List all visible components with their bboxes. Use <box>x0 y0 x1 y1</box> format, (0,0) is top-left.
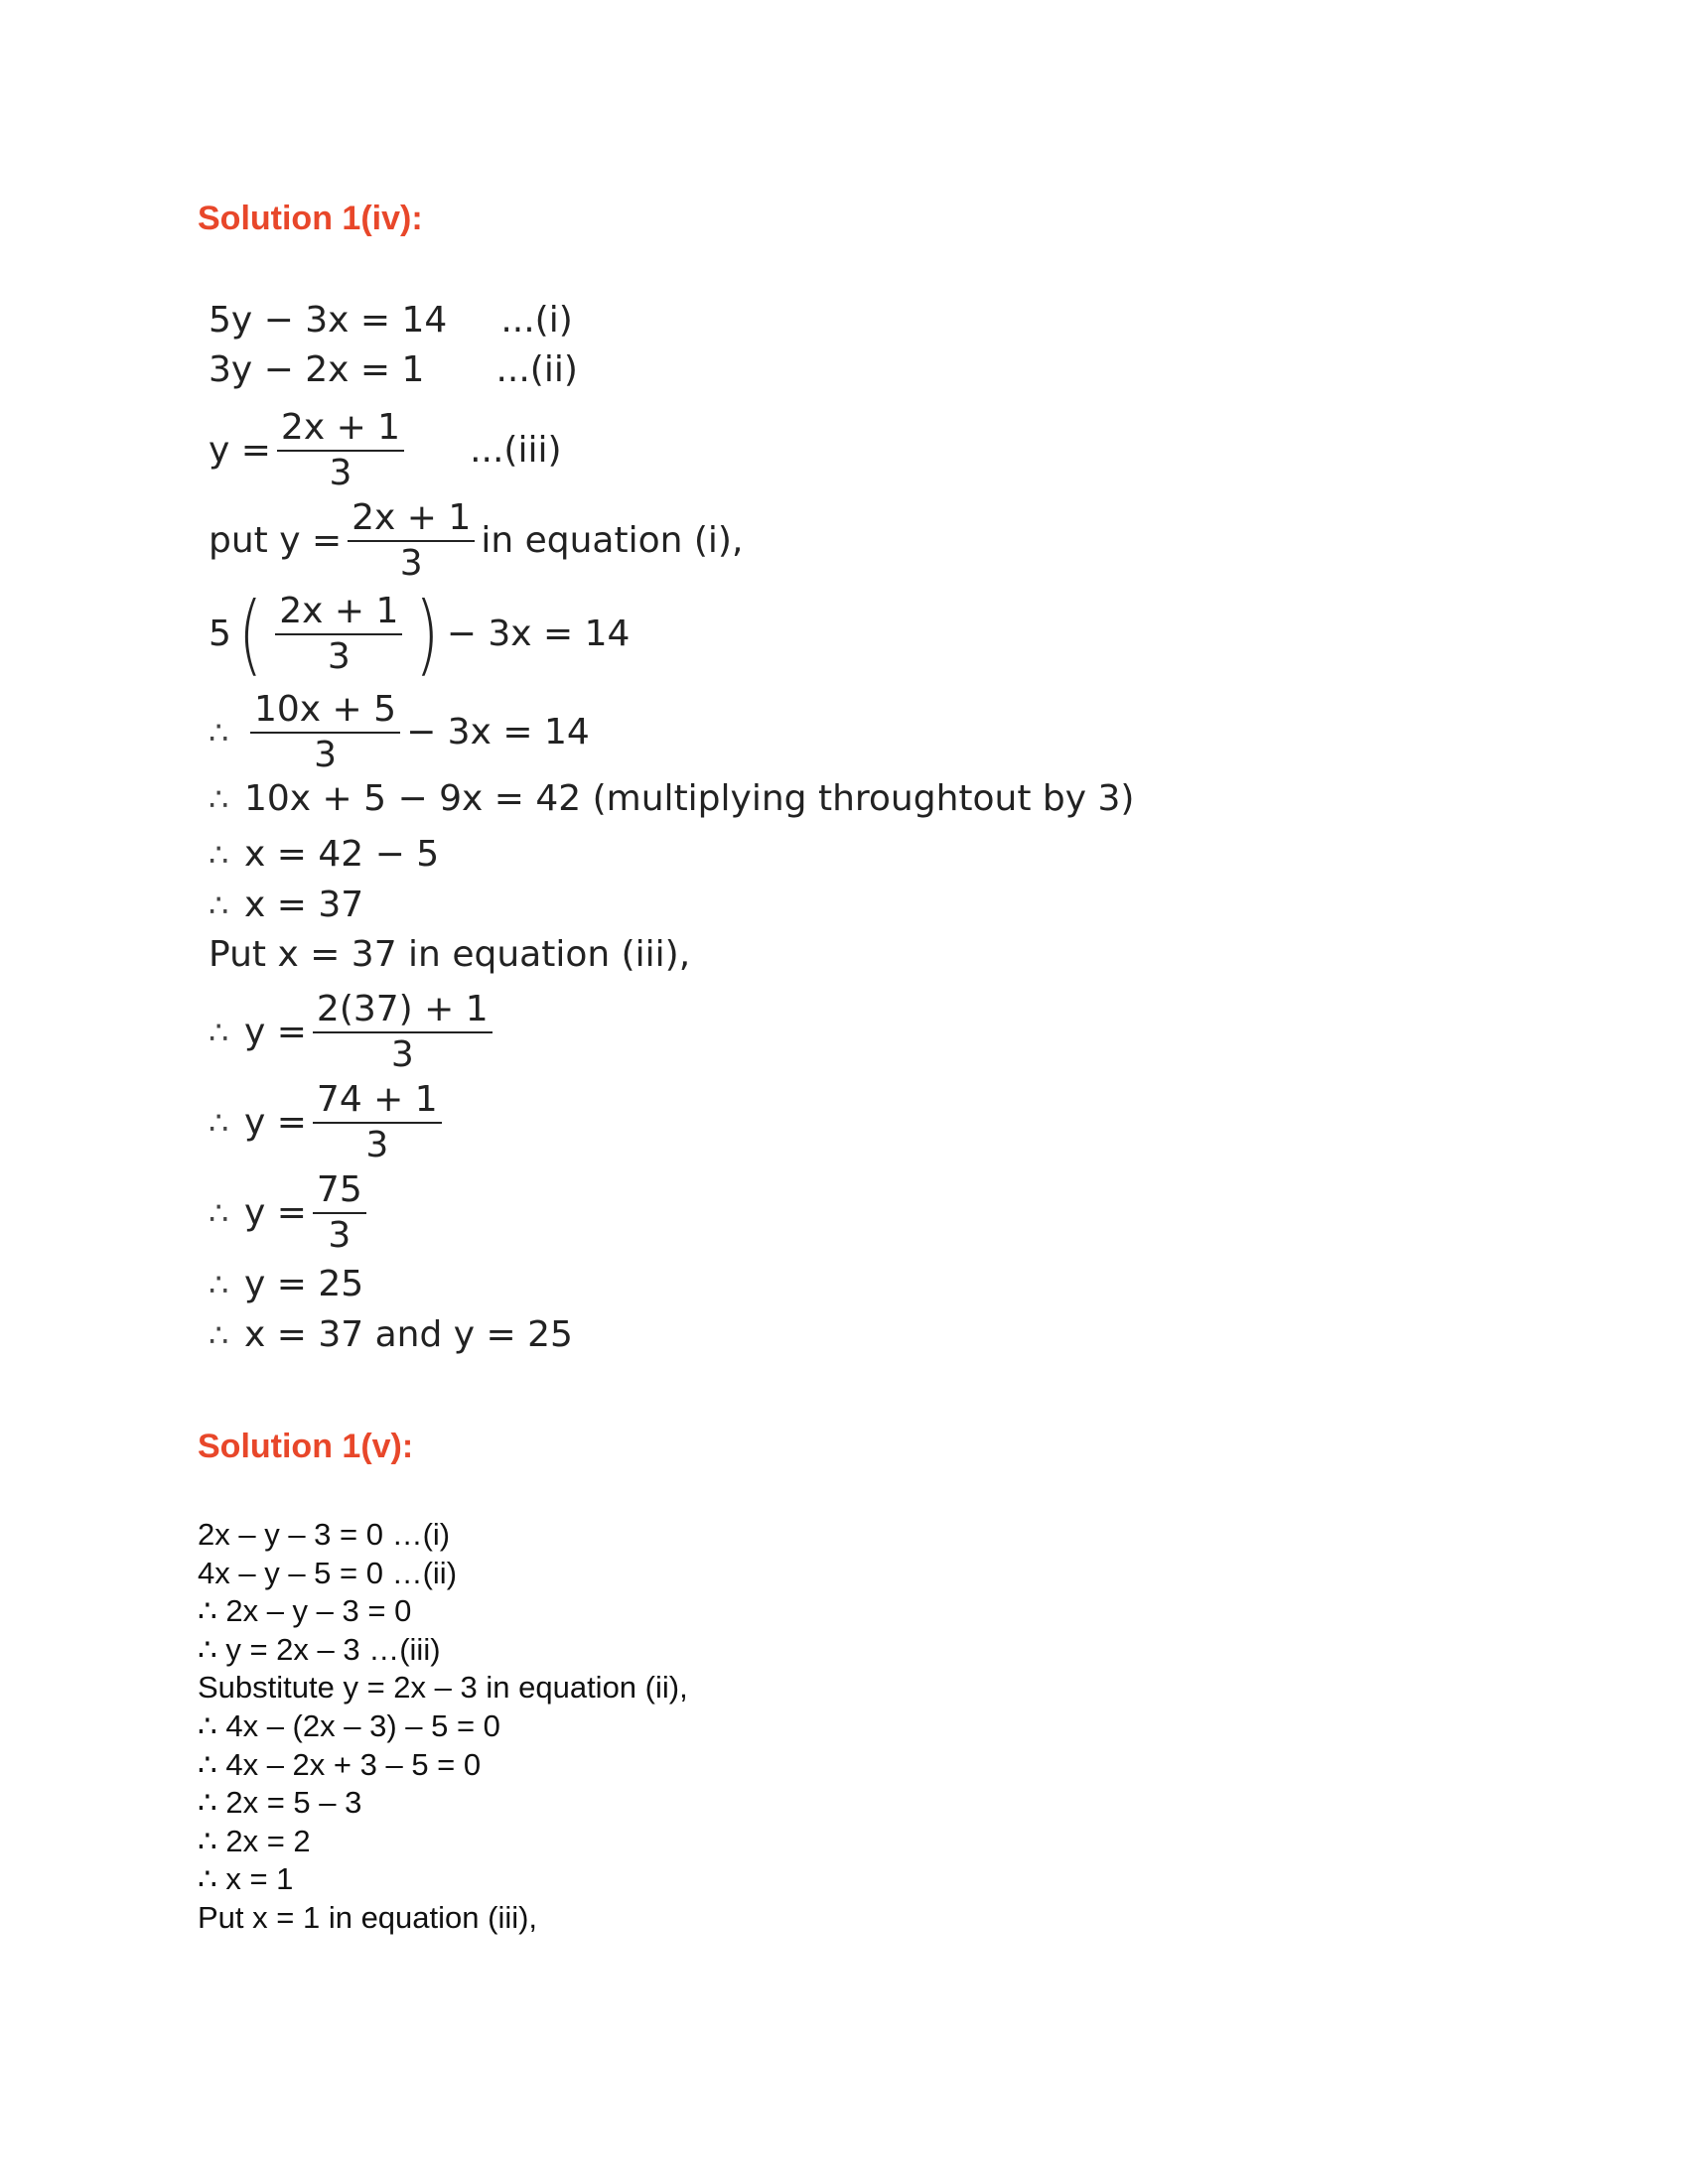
fraction-denominator: 3 <box>365 1125 389 1165</box>
therefore-symbol: ∴ <box>209 1104 229 1142</box>
fraction-denominator: 3 <box>314 735 337 775</box>
equation-suffix: − 3x = 14 <box>406 712 590 752</box>
equation-lhs: y = <box>244 1192 307 1233</box>
equation-line-9 <box>209 887 363 923</box>
fraction <box>348 497 475 584</box>
fraction-numerator: 2x + 1 <box>277 410 404 452</box>
equation-text: x = 37 <box>244 885 364 925</box>
equation-tag: ...(ii) <box>495 349 578 390</box>
fraction <box>313 989 492 1075</box>
equation-line-15 <box>209 1314 573 1355</box>
equation-line-8 <box>209 834 440 875</box>
equation-line-1 <box>209 300 573 341</box>
equation-tag: ...(iii) <box>470 430 562 471</box>
therefore-symbol: ∴ <box>209 1014 229 1051</box>
equation-line-13 <box>209 1169 372 1256</box>
equation-text: 10x + 5 − 9x = 42 (multiplying throughtout by 3) <box>244 778 1135 819</box>
fraction-numerator: 10x + 5 <box>250 692 400 734</box>
equation-text: x = 42 − 5 <box>244 834 440 875</box>
fraction-numerator: 75 <box>313 1172 366 1214</box>
text-line: 4x – y – 5 = 0 …(ii) <box>198 1555 458 1590</box>
fraction <box>277 407 404 493</box>
fraction <box>275 591 402 677</box>
equation-line-11 <box>209 989 498 1075</box>
fraction-numerator: 74 + 1 <box>313 1082 442 1124</box>
equation-line-14 <box>209 1264 364 1304</box>
fraction-denominator: 3 <box>328 1215 352 1256</box>
left-paren: ( <box>238 583 263 685</box>
text-line: ∴ y = 2x – 3 …(iii) <box>198 1631 441 1667</box>
fraction-denominator: 3 <box>327 636 351 677</box>
equation-line-4 <box>209 497 744 584</box>
equation-line-12 <box>209 1079 448 1165</box>
text-line: ∴ 2x = 5 – 3 <box>198 1785 362 1821</box>
equation-line-6 <box>209 689 590 775</box>
equation-text: 5y − 3x = 14 <box>209 300 448 341</box>
equation-text: Put x = 37 in equation (iii), <box>209 934 691 975</box>
text-line: ∴ 4x – 2x + 3 – 5 = 0 <box>198 1746 482 1782</box>
equation-prefix: put y = <box>209 520 343 561</box>
equation-suffix: in equation (i), <box>481 520 744 561</box>
equation-line-3 <box>209 407 562 493</box>
equation-text: 3y − 2x = 1 <box>209 349 425 390</box>
equation-lhs: y = <box>244 1102 307 1143</box>
fraction-denominator: 3 <box>329 453 352 493</box>
fraction-denominator: 3 <box>390 1034 414 1075</box>
equation-line-5 <box>209 583 631 685</box>
text-line: Substitute y = 2x – 3 in equation (ii), <box>198 1670 688 1706</box>
equation-text: x = 37 and y = 25 <box>244 1314 573 1355</box>
fraction <box>250 689 400 775</box>
equation-text: y = 25 <box>244 1264 364 1304</box>
equation-suffix: − 3x = 14 <box>446 614 631 654</box>
therefore-symbol: ∴ <box>209 714 229 751</box>
equation-lhs: y = <box>244 1012 307 1052</box>
text-line: 2x – y – 3 = 0 …(i) <box>198 1517 451 1552</box>
fraction-numerator: 2x + 1 <box>348 500 475 542</box>
solution-v-text <box>198 1516 688 1938</box>
equation-line-10 <box>209 934 691 975</box>
therefore-symbol: ∴ <box>209 780 229 818</box>
therefore-symbol: ∴ <box>209 1316 229 1354</box>
text-line: ∴ 2x = 2 <box>198 1823 311 1858</box>
equation-line-7 <box>209 778 1135 819</box>
therefore-symbol: ∴ <box>209 1194 229 1232</box>
therefore-symbol: ∴ <box>209 887 229 924</box>
fraction-numerator: 2(37) + 1 <box>313 992 492 1033</box>
text-line: Put x = 1 in equation (iii), <box>198 1899 538 1935</box>
text-line: ∴ x = 1 <box>198 1861 294 1897</box>
fraction <box>313 1079 442 1165</box>
text-line: ∴ 4x – (2x – 3) – 5 = 0 <box>198 1707 500 1743</box>
fraction-denominator: 3 <box>399 543 423 584</box>
right-paren: ) <box>415 583 440 685</box>
equation-line-2 <box>209 349 578 390</box>
therefore-symbol: ∴ <box>209 836 229 874</box>
text-line: ∴ 2x – y – 3 = 0 <box>198 1593 412 1629</box>
therefore-symbol: ∴ <box>209 1266 229 1303</box>
equation-tag: ...(i) <box>500 300 573 341</box>
fraction <box>313 1169 366 1256</box>
equation-lhs: y = <box>209 430 271 471</box>
coefficient: 5 <box>209 614 231 654</box>
solution-v-heading: Solution 1(v): <box>198 1428 414 1465</box>
fraction-numerator: 2x + 1 <box>275 594 402 635</box>
solution-iv-heading: Solution 1(iv): <box>198 200 423 237</box>
